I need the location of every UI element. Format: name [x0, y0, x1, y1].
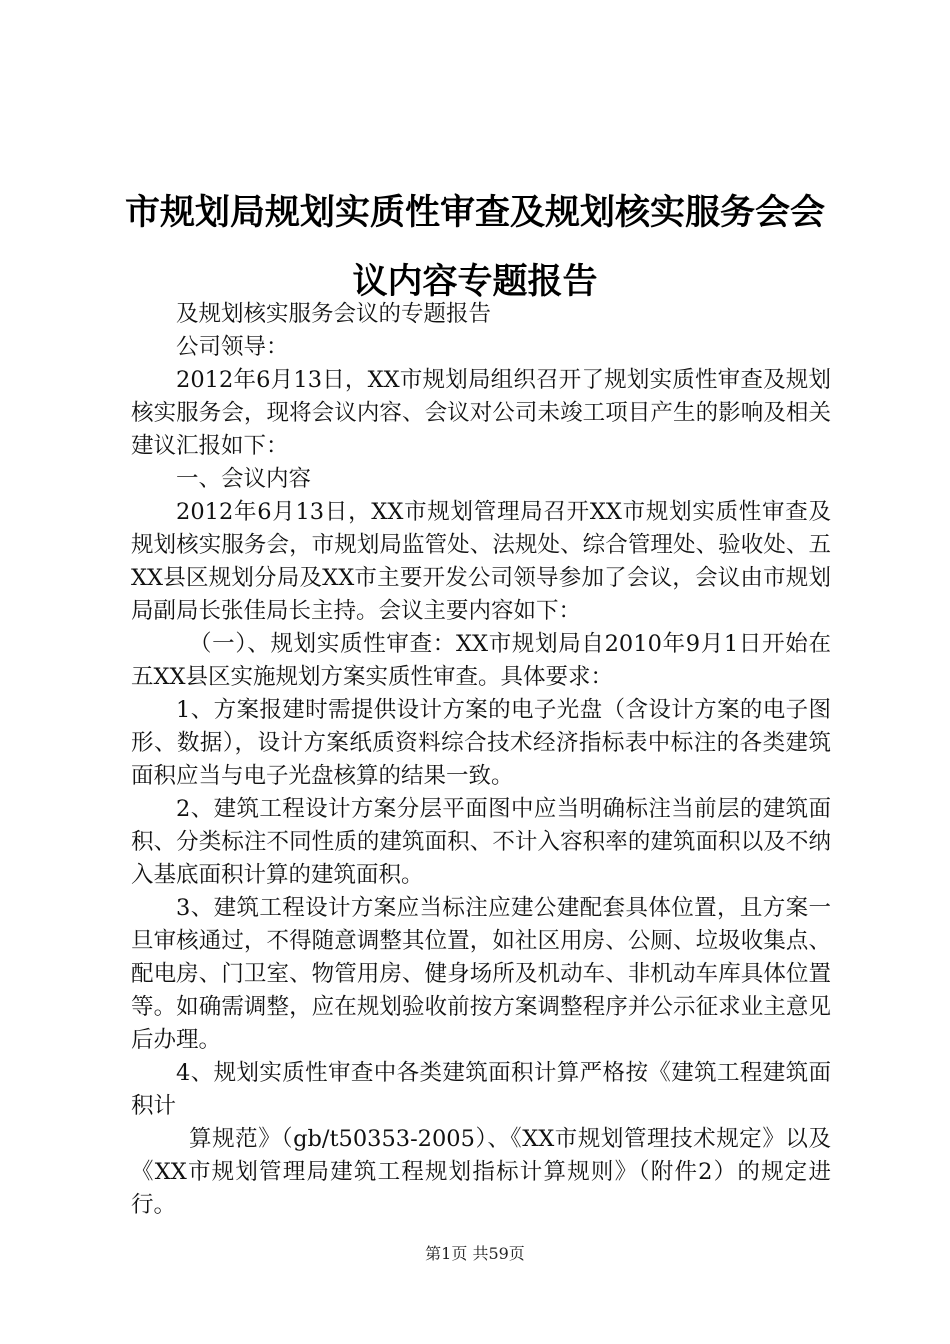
paragraph-salutation: 公司领导： — [176, 334, 289, 360]
paragraph-substantive-review: （一）、规划实质性审查：XX市规划局自2010年9月1日开始在五XX县区实施规划方案实质性审查。具体要求： — [131, 631, 831, 690]
list-item-4-continued: 算规范》（gb/t50353-2005）、《XX市规划管理技术规定》以及《XX市规划管理局建筑工程规划指标计算规则》（附件2）的规定进行。 — [131, 1126, 831, 1218]
document-title: 市规划局规划实质性审查及规划核实服务会会议内容专题报告 — [124, 192, 825, 302]
list-item-3: 3、建筑工程设计方案应当标注应建公建配套具体位置，且方案一旦审核通过，不得随意调整其位置，如社区用房、公厕、垃圾收集点、配电房、门卫室、物管用房、健身场所及机动车、非机动车库具体位置等。如确需调整，应在规划验收前按方案调整程序并公示征求业主意见后办理。 — [131, 895, 831, 1053]
page-footer: 第1页 共59页 — [425, 1244, 525, 1263]
paragraph-subtitle: 及规划核实服务会议的专题报告 — [176, 301, 492, 327]
list-item-4: 4、规划实质性审查中各类建筑面积计算严格按《建筑工程建筑面积计 — [131, 1060, 831, 1119]
paragraph-intro: 2012年6月13日，XX市规划局组织召开了规划实质性审查及规划核实服务会，现将会议内容、会议对公司未竣工项目产生的影响及相关建议汇报如下： — [131, 367, 831, 459]
document-body — [131, 298, 831, 1222]
list-item-1: 1、方案报建时需提供设计方案的电子光盘（含设计方案的电子图形、数据），设计方案纸质资料综合技术经济指标表中标注的各类建筑面积应当与电子光盘核算的结果一致。 — [131, 697, 831, 789]
section-heading-meeting-content: 一、会议内容 — [176, 466, 312, 492]
paragraph-meeting-summary: 2012年6月13日，XX市规划管理局召开XX市规划实质性审查及规划核实服务会，市规划局监管处、法规处、综合管理处、验收处、五XX县区规划分局及XX市主要开发公司领导参加了会议，会议由市规划局副局长张佳局长主持。会议主要内容如下： — [131, 499, 831, 624]
list-item-2: 2、建筑工程设计方案分层平面图中应当明确标注当前层的建筑面积、分类标注不同性质的建筑面积、不计入容积率的建筑面积以及不纳入基底面积计算的建筑面积。 — [131, 796, 831, 888]
